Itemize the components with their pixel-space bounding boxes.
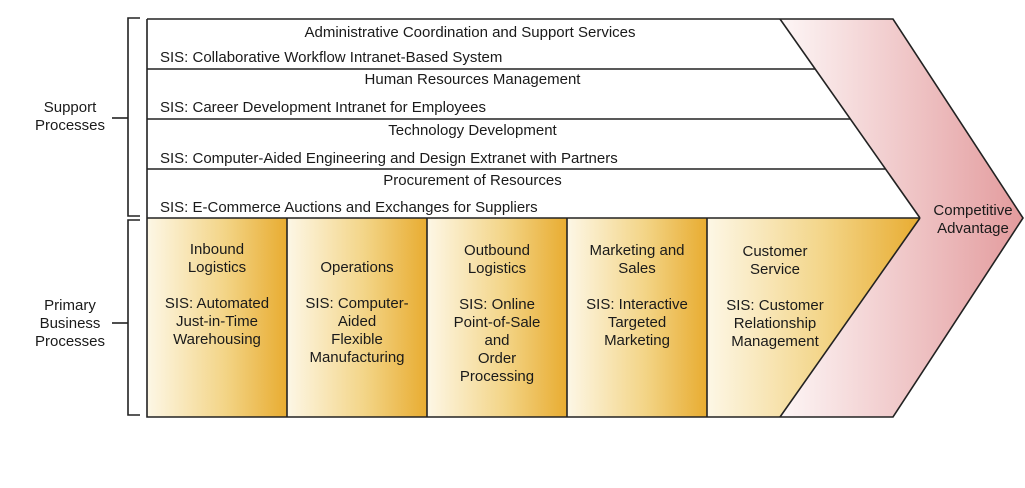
support-row-sis: SIS: Collaborative Workflow Intranet-Based System	[160, 49, 503, 66]
column-sis: SIS: Interactive Targeted Marketing	[586, 296, 688, 349]
primary-column-inbound	[147, 241, 287, 349]
column-sis: SIS: Customer Relationship Management	[726, 297, 824, 350]
support-row-sis: SIS: E-Commerce Auctions and Exchanges for Suppliers	[160, 199, 538, 216]
primary-column-outbound	[427, 242, 567, 386]
column-title: Marketing and Sales	[589, 242, 685, 277]
side-brackets	[112, 18, 140, 415]
primary-processes-label: Primary Business Processes	[34, 297, 106, 350]
column-sis: SIS: Automated Just-in-Time Warehousing	[164, 295, 270, 348]
support-row-sis: SIS: Computer-Aided Engineering and Design Extranet with Partners	[160, 150, 618, 167]
support-row-title: Technology Development	[388, 122, 557, 139]
column-sis: SIS: Computer- Aided Flexible Manufacturing	[305, 295, 409, 366]
column-title: Customer Service	[742, 243, 808, 278]
primary-column-marketing	[567, 242, 707, 350]
primary-column-operations	[287, 259, 427, 367]
support-processes-label: Support Processes	[34, 99, 106, 134]
support-row-sis: SIS: Career Development Intranet for Employees	[160, 99, 486, 116]
column-title: Operations	[320, 259, 394, 276]
support-row-title: Procurement of Resources	[383, 172, 562, 189]
support-row-title: Administrative Coordination and Support Services	[304, 24, 636, 41]
primary-column-service	[707, 243, 843, 351]
column-title: Outbound Logistics	[464, 242, 530, 277]
support-row-title: Human Resources Management	[364, 71, 581, 88]
column-sis: SIS: Online Point-of-Sale and Order Processing	[453, 296, 541, 385]
column-title: Inbound Logistics	[187, 241, 247, 276]
competitive-advantage-label: Competitive Advantage	[933, 202, 1013, 237]
